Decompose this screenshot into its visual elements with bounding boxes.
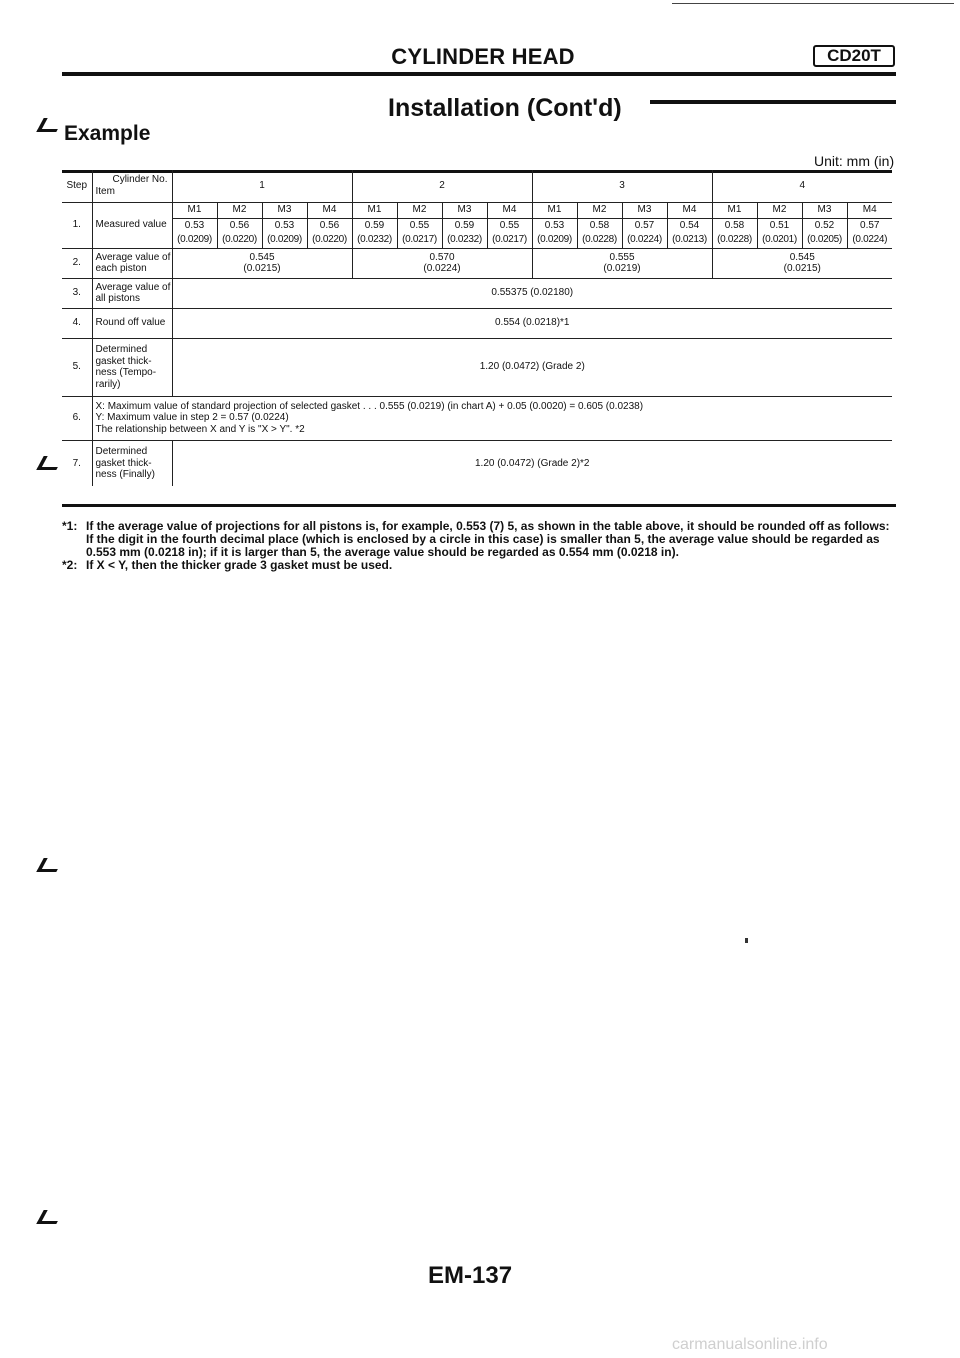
cylinder-no-label: Cylinder No.: [112, 174, 168, 186]
footnote-mark: *2:: [62, 558, 78, 572]
measured-value-in: (0.0228): [577, 232, 622, 248]
piston-average: 0.555 (0.0219): [532, 248, 712, 278]
step-item-label: Determined gasket thick-ness (Finally): [92, 440, 172, 486]
step-value: 1.20 (0.0472) (Grade 2)*2: [172, 440, 892, 486]
measure-point-label: M3: [622, 202, 667, 218]
comparison-line-y: Y: Maximum value in step 2 = 0.57 (0.0224): [95, 412, 289, 424]
unit-label: Unit: mm (in): [814, 153, 895, 169]
measure-point-label: M1: [532, 202, 577, 218]
measure-point-label: M4: [307, 202, 352, 218]
measured-value-in: (0.0224): [622, 232, 667, 248]
cylinder-item-header: [92, 170, 172, 202]
engine-code-badge: CD20T: [813, 45, 895, 67]
measured-value-in: (0.0217): [487, 232, 532, 248]
top-edge-rule: [672, 3, 954, 4]
measure-point-label: M4: [487, 202, 532, 218]
step-value: 1.20 (0.0472) (Grade 2): [172, 338, 892, 396]
watermark: carmanualsonline.info: [672, 1336, 828, 1353]
revision-mark-icon: [36, 456, 63, 470]
measured-value-mm: 0.51: [757, 218, 802, 232]
page-number: EM-137: [428, 1262, 513, 1289]
subtitle-rule: [650, 100, 896, 104]
measure-point-label: M2: [217, 202, 262, 218]
measure-point-label: M2: [757, 202, 802, 218]
measured-value-mm: 0.54: [667, 218, 712, 232]
measured-value-in: (0.0209): [262, 232, 307, 248]
comparison-line-relation: The relationship between X and Y is "X > Y". *2: [95, 423, 305, 435]
average-all-row: [62, 278, 892, 308]
stray-dot: [745, 938, 748, 943]
measured-value-in: (0.0224): [847, 232, 892, 248]
footnote: [62, 559, 896, 572]
measure-point-row: [62, 202, 892, 218]
piston-average: 0.545 (0.0215): [172, 248, 352, 278]
comparison-row: [62, 396, 892, 440]
measure-point-label: M2: [397, 202, 442, 218]
step-number: 3.: [62, 278, 92, 308]
measured-value-mm: 0.53: [262, 218, 307, 232]
average-each-row: [62, 248, 892, 278]
measured-value-in: (0.0220): [217, 232, 262, 248]
measured-value-in: (0.0232): [442, 232, 487, 248]
step-value: 0.55375 (0.02180): [172, 278, 892, 308]
measured-value-in: (0.0209): [532, 232, 577, 248]
step-number: 6.: [62, 396, 92, 440]
step-number: 7.: [62, 440, 92, 486]
cylinder-4-header: 4: [712, 170, 892, 202]
measure-point-label: M1: [172, 202, 217, 218]
footnote-text: If X < Y, then the thicker grade 3 gasket must be used.: [86, 558, 393, 572]
step-header: Step: [66, 180, 88, 191]
measured-value-mm: 0.59: [442, 218, 487, 232]
cylinder-3-header: 3: [532, 170, 712, 202]
revision-mark-icon: [36, 1210, 63, 1224]
gasket-selection-table: [62, 170, 892, 486]
table-bottom-rule: [62, 504, 896, 507]
page-subtitle: Installation (Cont'd): [388, 94, 622, 122]
measure-point-label: M4: [667, 202, 712, 218]
measured-value-mm: 0.55: [487, 218, 532, 232]
comparison-notes: [92, 396, 892, 440]
measured-value-mm: 0.59: [352, 218, 397, 232]
step-item-label: Determined gasket thick-ness (Tempo-rarily): [92, 338, 172, 396]
round-off-row: [62, 308, 892, 338]
footnote-mark: [62, 533, 86, 559]
measured-value-mm: 0.53: [532, 218, 577, 232]
measure-point-label: M2: [577, 202, 622, 218]
measured-value-mm: 0.56: [307, 218, 352, 232]
measured-value-mm: 0.53: [172, 218, 217, 232]
measure-point-label: M3: [802, 202, 847, 218]
measured-mm-row: [62, 218, 892, 232]
step-number: 5.: [62, 338, 92, 396]
piston-average: 0.570 (0.0224): [352, 248, 532, 278]
footnote-mark: *1:: [62, 519, 78, 533]
revision-mark-icon: [36, 858, 63, 872]
footnote-text: If the digit in the fourth decimal place (which is enclosed by a circle in this case) is smaller than 5, the average value should be regarded as 0.553 mm (0.0218 in); if it is larger than 5, the average value should be regarded as 0.554 mm (0.0218 in).: [86, 532, 880, 559]
gasket-final-row: [62, 440, 892, 486]
measured-in-row: [62, 232, 892, 248]
cylinder-2-header: 2: [352, 170, 532, 202]
step-item-label: Measured value: [92, 202, 172, 248]
step-item-label: Average value of each piston: [92, 248, 172, 278]
footnote-text: If the average value of projections for all pistons is, for example, 0.553 (7) 5, as shown in the table above, it should be rounded off as follows:: [86, 519, 890, 533]
step-number: 2.: [62, 248, 92, 278]
step-item-label: Average value of all pistons: [92, 278, 172, 308]
step-number: 1.: [62, 202, 92, 248]
section-heading: Example: [64, 122, 151, 145]
measured-value-in: (0.0220): [307, 232, 352, 248]
measured-value-in: (0.0228): [712, 232, 757, 248]
measured-value-mm: 0.57: [847, 218, 892, 232]
measured-value-mm: 0.58: [577, 218, 622, 232]
cylinder-1-header: 1: [172, 170, 352, 202]
measure-point-label: M1: [352, 202, 397, 218]
step-item-label: Round off value: [92, 308, 172, 338]
measured-value-mm: 0.57: [622, 218, 667, 232]
footnote: [62, 533, 896, 559]
step-value: 0.554 (0.0218)*1: [172, 308, 892, 338]
item-label: Item: [95, 185, 115, 197]
measure-point-label: M1: [712, 202, 757, 218]
step-number: 4.: [62, 308, 92, 338]
revision-mark-icon: [36, 118, 63, 132]
measure-point-label: M4: [847, 202, 892, 218]
piston-average: 0.545 (0.0215): [712, 248, 892, 278]
measured-value-mm: 0.52: [802, 218, 847, 232]
measure-point-label: M3: [442, 202, 487, 218]
measured-value-in: (0.0201): [757, 232, 802, 248]
gasket-temporary-row: [62, 338, 892, 396]
measured-value-in: (0.0232): [352, 232, 397, 248]
measure-point-label: M3: [262, 202, 307, 218]
footnotes: [62, 520, 896, 572]
measured-value-in: (0.0213): [667, 232, 712, 248]
comparison-line-x: X: Maximum value of standard projection of selected gasket . . . 0.555 (0.0219) (in chart A) + 0.05 (0.0020) = 0.605 (0.0238): [95, 400, 644, 412]
title-rule: [62, 72, 896, 76]
measured-value-in: (0.0205): [802, 232, 847, 248]
measured-value-mm: 0.56: [217, 218, 262, 232]
measured-value-in: (0.0209): [172, 232, 217, 248]
page-title: CYLINDER HEAD: [391, 44, 575, 69]
measured-value-in: (0.0217): [397, 232, 442, 248]
measured-value-mm: 0.55: [397, 218, 442, 232]
measured-value-mm: 0.58: [712, 218, 757, 232]
table-header-row: [62, 170, 892, 202]
